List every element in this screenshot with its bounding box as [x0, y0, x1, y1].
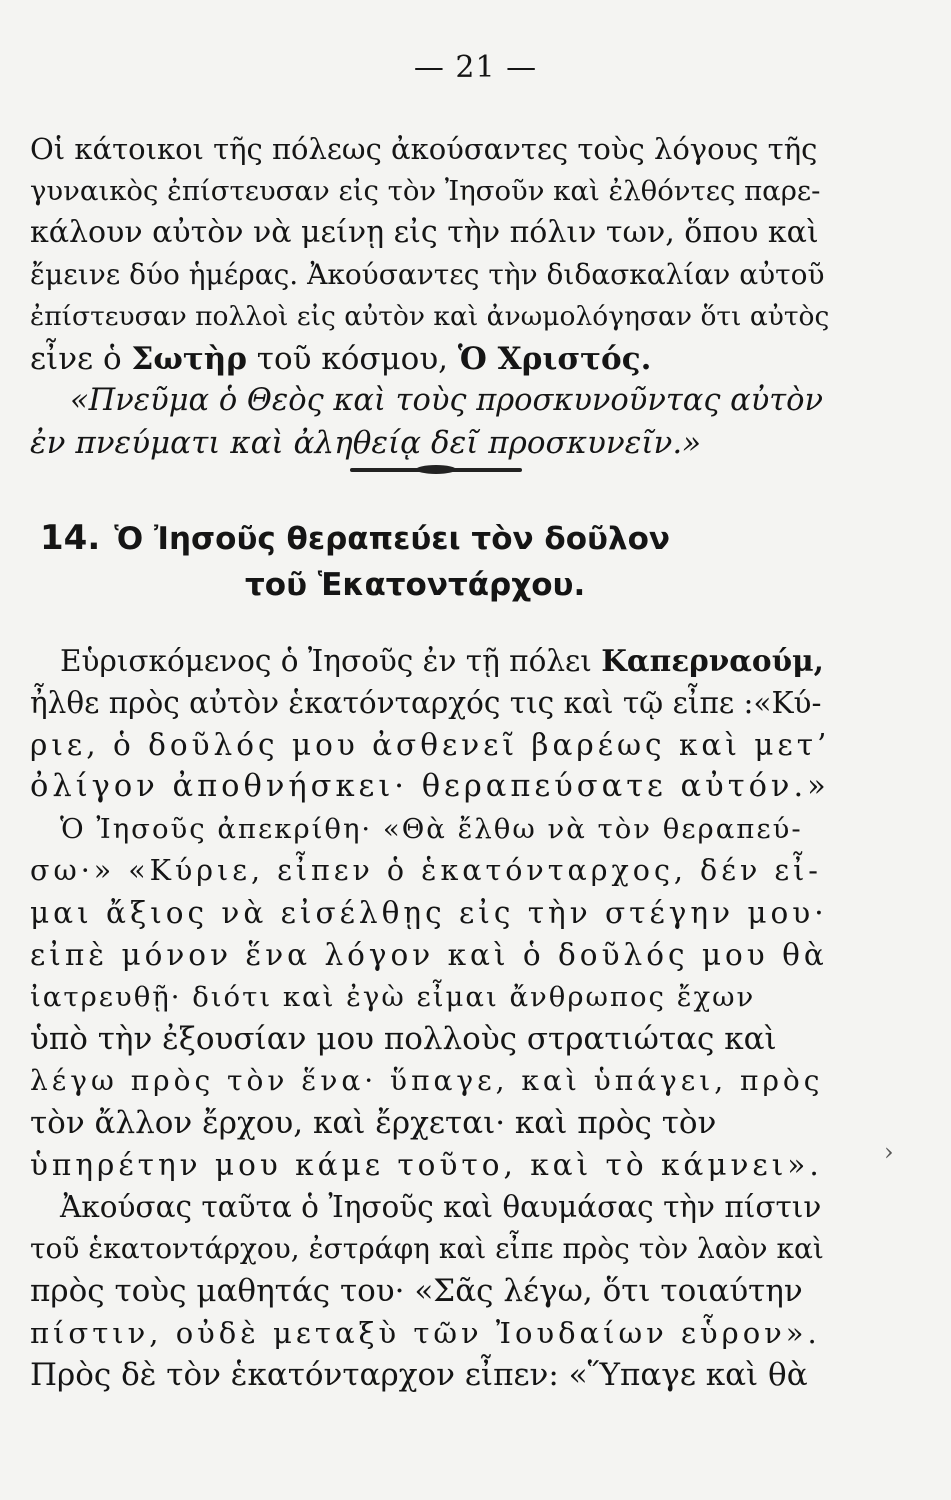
- margin-mark: ›: [884, 1138, 894, 1166]
- text-line: λέγω πρὸς τὸν ἕνα· ὕπαγε, καὶ ὑπάγει, πρὸς: [30, 1064, 824, 1097]
- text-line: εἰπὲ μόνον ἕνα λόγον καὶ ὁ δοῦλός μου θὰ: [30, 938, 828, 972]
- text-line: σω·» «Κύριε, εἶπεν ὁ ἑκατόνταρχος, δέν εἶ-: [30, 854, 822, 887]
- text-line: ἔμεινε δύο ἡμέρας. Ἀκούσαντες τὴν διδασκαλίαν αὐτοῦ: [30, 258, 825, 291]
- section-number: 14.: [40, 518, 101, 558]
- text-line: ἐπίστευσαν πολλοὶ εἰς αὐτὸν καὶ ἀνωμολόγησαν ὅτι αὐτὸς: [30, 301, 830, 332]
- text-line: τοῦ ἑκατοντάρχου, ἐστράφη καὶ εἶπε πρὸς τὸν λαὸν καὶ: [30, 1232, 824, 1265]
- bold-savior: Σωτὴρ: [131, 341, 247, 377]
- section-heading: [40, 515, 820, 608]
- text-line: πρὸς τοὺς μαθητάς του· «Σᾶς λέγω, ὅτι τοιαύτην: [30, 1273, 803, 1309]
- bold-christ: Ὁ Χριστός.: [457, 341, 652, 377]
- text-line: πίστιν, οὐδὲ μεταξὺ τῶν Ἰουδαίων εὗρον».: [30, 1316, 821, 1350]
- text-line: ὑπηρέτην μου κάμε τοῦτο, καὶ τὸ κάμνει».: [30, 1148, 823, 1182]
- text-run: εἶνε ὁ: [30, 341, 132, 377]
- text-line: Οἱ κάτοικοι τῆς πόλεως ἀκούσαντες τοὺς λόγους τῆς: [30, 132, 818, 166]
- text-line: μαι ἄξιος νὰ εἰσέλθῃς εἰς τὴν στέγην μου·: [30, 896, 828, 930]
- ornamental-divider: [350, 468, 522, 472]
- text-line: ὀλίγον ἀποθνήσκει· θεραπεύσατε αὐτόν.»: [30, 769, 830, 804]
- paragraph-centurion: [30, 640, 830, 1396]
- text-line: ριε, ὁ δοῦλός μου ἀσθενεῖ βαρέως καὶ μετ’: [30, 728, 831, 762]
- text-line: κάλουν αὐτὸν νὰ μείνῃ εἰς τὴν πόλιν των, ὅπου καὶ: [30, 215, 819, 250]
- text-line: γυναικὸς ἐπίστευσαν εἰς τὸν Ἰησοῦν καὶ ἐλθόντες παρε-: [30, 175, 821, 207]
- text-line: Ὁ Ἰησοῦς ἀπεκρίθη· «Θὰ ἔλθω νὰ τὸν θεραπεύ-: [60, 813, 803, 845]
- text-line: [30, 338, 830, 380]
- bold-capernaum: Καπερναούμ,: [601, 643, 824, 678]
- heading-line-2: τοῦ Ἑκατοντάρχου.: [245, 567, 586, 603]
- text-line: [30, 640, 830, 682]
- scripture-quote: [30, 380, 830, 464]
- quote-line: ἐν πνεύματι καὶ ἀληθείᾳ δεῖ προσκυνεῖν.»: [30, 425, 702, 461]
- text-line: ἦλθε πρὸς αὐτὸν ἑκατόνταρχός τις καὶ τῷ εἶπε :«Κύ-: [30, 686, 822, 720]
- heading-line-1: Ὁ Ἰησοῦς θεραπεύει τὸν δοῦλον: [114, 521, 670, 557]
- quote-line: «Πνεῦμα ὁ Θεὸς καὶ τοὺς προσκυνοῦντας αὐτὸν: [70, 383, 824, 418]
- text-line: τὸν ἄλλον ἔρχου, καὶ ἔρχεται· καὶ πρὸς τὸν: [30, 1105, 717, 1141]
- paragraph-samaritans: [30, 128, 830, 380]
- text-run: Εὑρισκόμενος ὁ Ἰησοῦς ἐν τῇ πόλει: [60, 644, 602, 678]
- text-run: τοῦ κόσμου,: [246, 341, 458, 377]
- text-line: Πρὸς δὲ τὸν ἑκατόνταρχον εἶπεν: «Ὕπαγε καὶ θὰ: [30, 1357, 808, 1393]
- text-line: ὑπὸ τὴν ἐξουσίαν μου πολλοὺς στρατιώτας καὶ: [30, 1021, 777, 1057]
- text-line: ἰατρευθῇ· διότι καὶ ἐγὼ εἶμαι ἄνθρωπος ἔχων: [30, 981, 756, 1013]
- page-number: — 21 —: [413, 50, 538, 85]
- text-line: Ἀκούσας ταῦτα ὁ Ἰησοῦς καὶ θαυμάσας τὴν πίστιν: [60, 1190, 822, 1224]
